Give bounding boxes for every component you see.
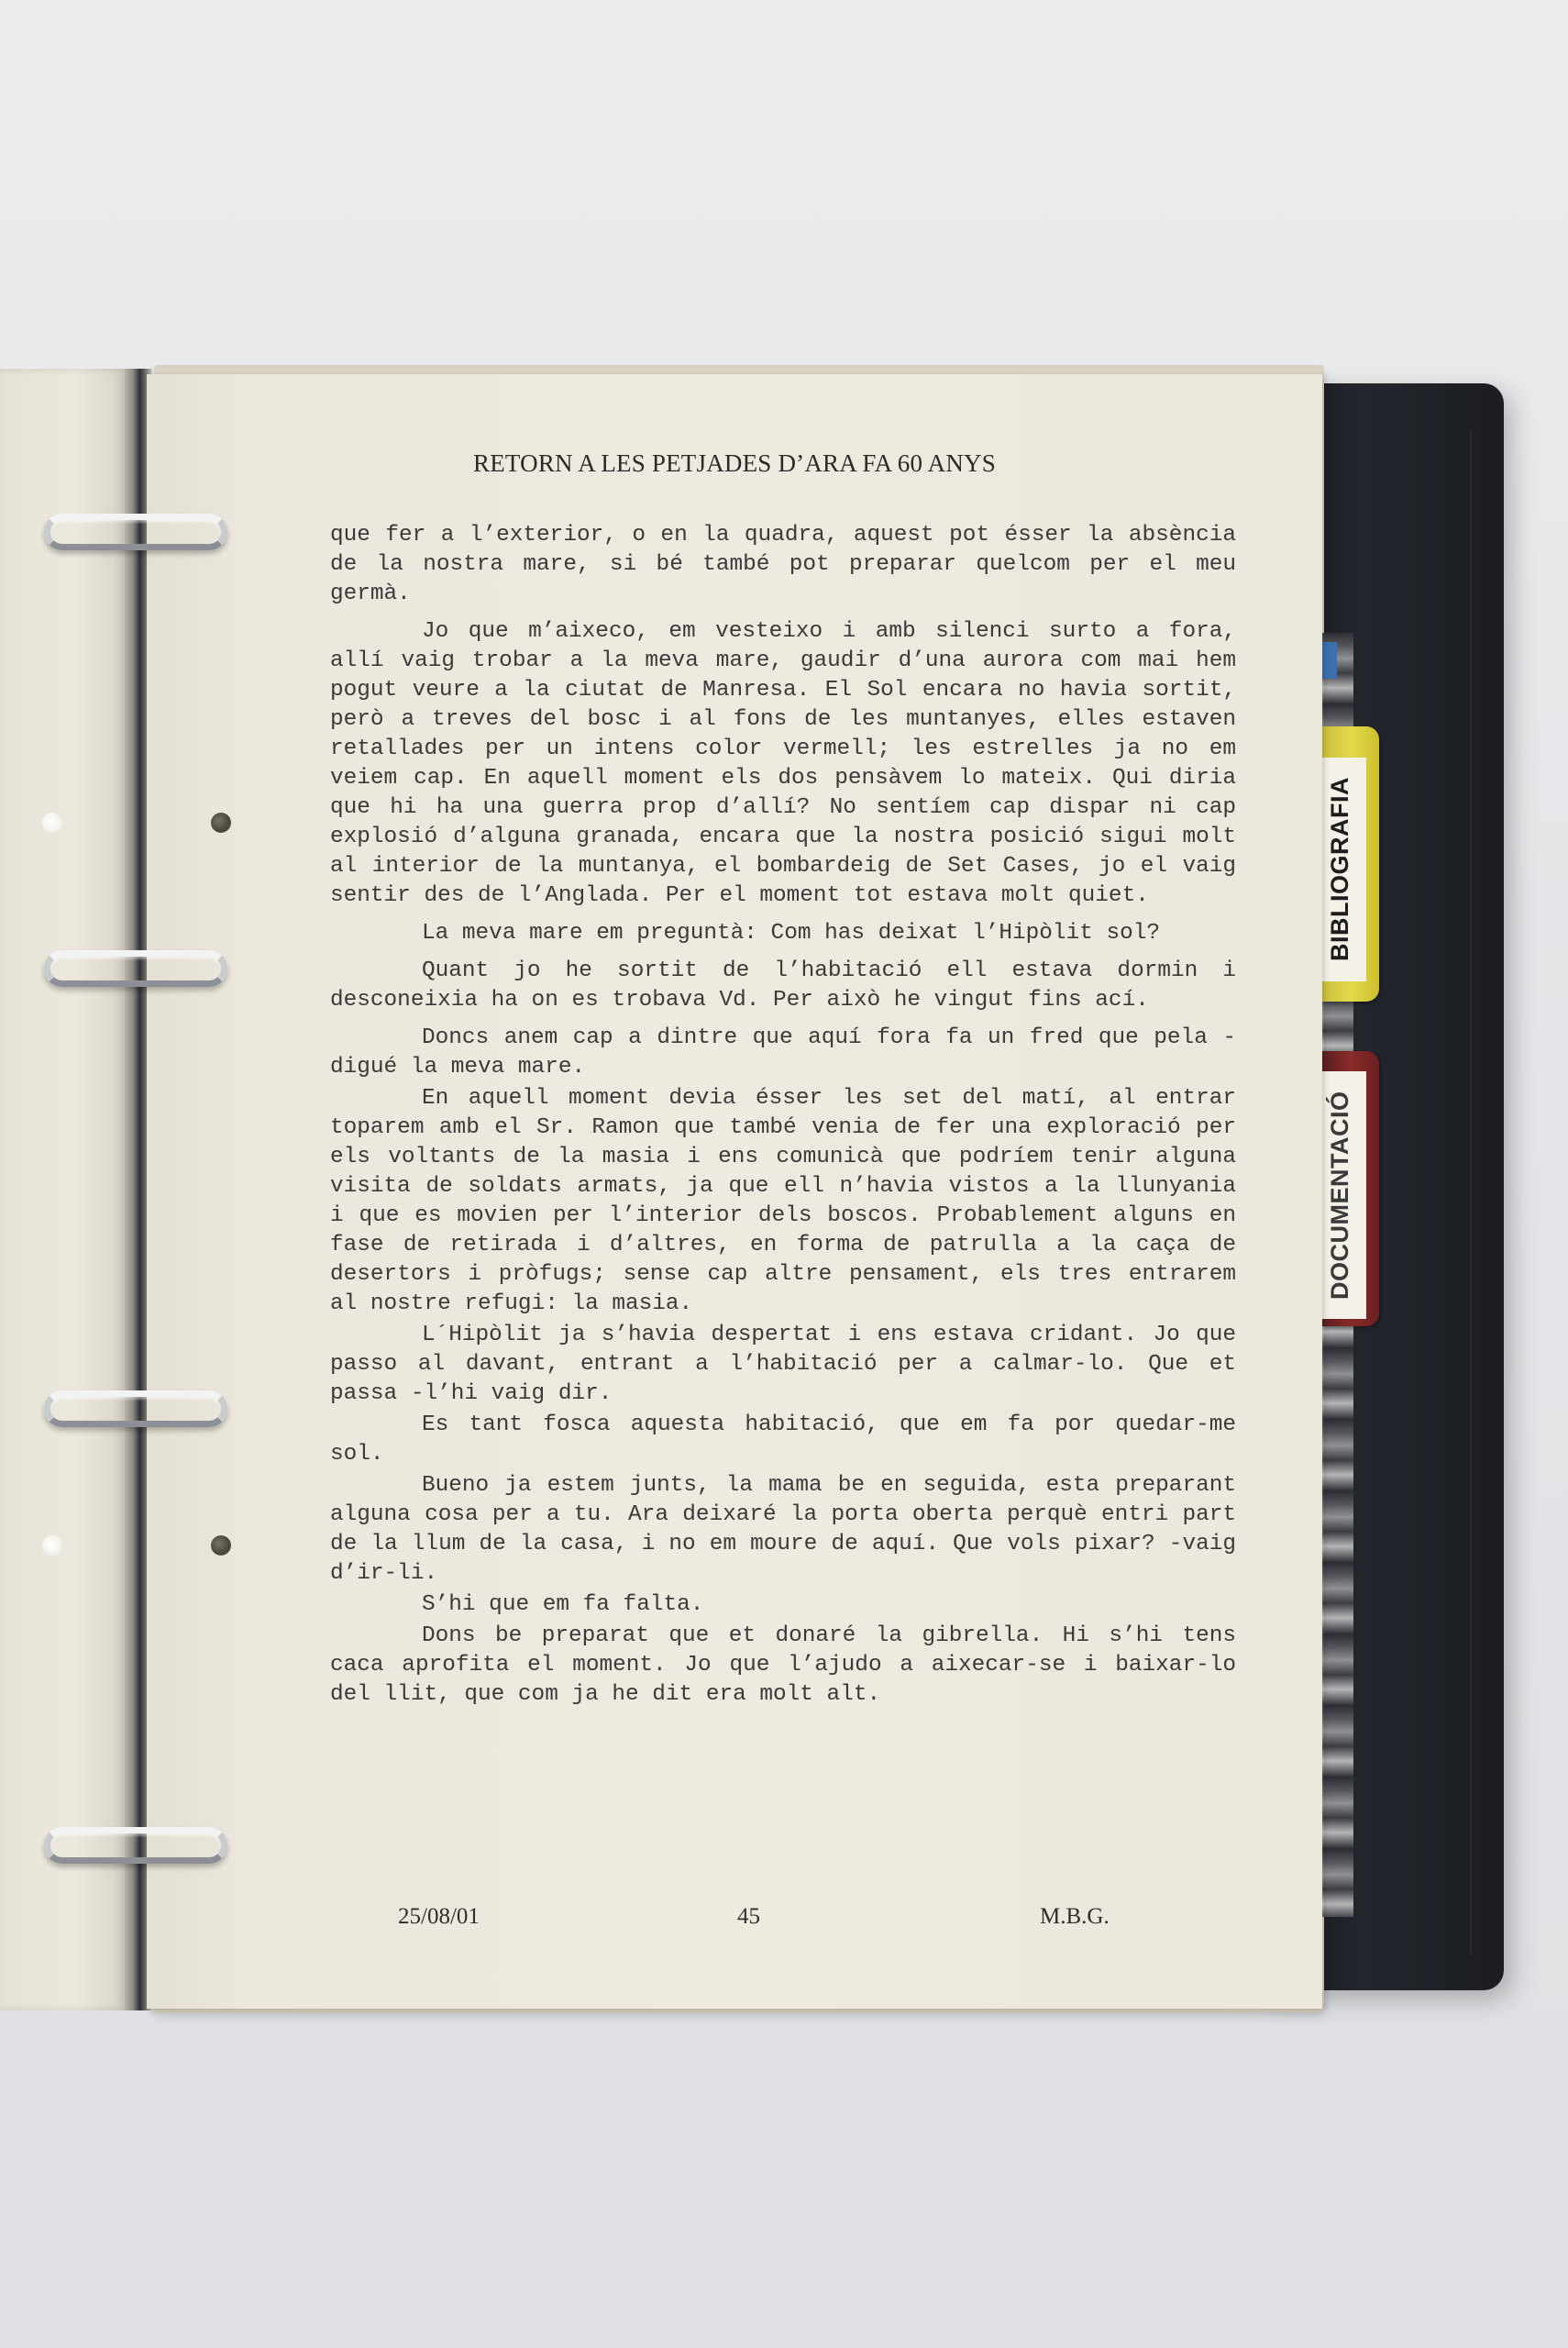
paragraph: Quant jo he sortit de l’habitació ell estava dormin i desconeixia ha on es trobava Vd. Per això he vingut fins ací. bbox=[330, 958, 1236, 1013]
footer-date: 25/08/01 bbox=[398, 1904, 480, 1929]
paragraph: que fer a l’exterior, o en la quadra, aquest pot ésser la absència de la nostra mare, si bé també pot preparar quelcom per el meu germà. bbox=[330, 523, 1236, 606]
binder-ring bbox=[44, 514, 227, 550]
paragraph: En aquell moment devia ésser les set del matí, al entrar toparem amb el Sr. Ramon que també venia de fer una exploració per els voltants de la masia i ens comunicà que podríem tenir alguna visita de soldats armats, ja que ell n’havia vistos a la llunyania i que es movien per l’interior dels boscos. Probablement alguns en fase de retirada i d’altres, en forma de patrulla a la caça de desertors i pròfugs; sense cap altre pensament, els tres entrarem al nostre refugi: la masia. bbox=[330, 1086, 1236, 1316]
punch-hole bbox=[42, 1535, 62, 1556]
punch-hole bbox=[211, 1535, 231, 1556]
paragraph: Es tant fosca aquesta habitació, que em fa por quedar-me sol. bbox=[330, 1412, 1236, 1467]
binder-ring bbox=[44, 1827, 227, 1864]
tab-documentacio-label: DOCUMENTACIÓ bbox=[1322, 1071, 1366, 1319]
paragraph: Doncs anem cap a dintre que aquí fora fa un fred que pela -digué la meva mare. bbox=[330, 1025, 1236, 1080]
binder-ring bbox=[44, 1390, 227, 1427]
body-text bbox=[330, 521, 1236, 1718]
page-header: RETORN A LES PETJADES D’ARA FA 60 ANYS bbox=[473, 449, 996, 477]
tab-bibliografia-label: BIBLIOGRAFIA bbox=[1322, 758, 1366, 981]
paragraph: Jo que m’aixeco, em vesteixo i amb silenci surto a fora, allí vaig trobar a la meva mare, gaudir d’una aurora com mai hem pogut veure a la ciutat de Manresa. El Sol encara no havia sortit, però a treves del bosc i al fons de les muntanyes, elles estaven retallades per un intens color vermell; les estrelles ja no em veiem cap. En aquell moment els dos pensàvem lo mateix. Qui diria que hi ha una guerra prop d’allí? No sentíem cap dispar ni cap explosió d’alguna granada, encara que la nostra posició sigui molt al interior de la muntanya, el bombardeig de Set Cases, jo el vaig sentir des de l’Anglada. Per el moment tot estava molt quiet. bbox=[330, 619, 1236, 908]
left-page bbox=[0, 369, 127, 2010]
paragraph: S’hi que em fa falta. bbox=[422, 1592, 704, 1617]
paragraph: L´Hipòlit ja s’havia despertat i ens estava cridant. Jo que passo al davant, entrant a l’habitació per a calmar-lo. Que et passa -l’hi vaig dir. bbox=[330, 1323, 1236, 1406]
paragraph: Bueno ja estem junts, la mama be en seguida, esta preparant alguna cosa per a tu. Ara deixaré la porta oberta perquè entri part de la llum de la casa, i no em moure de aquí. Que vols pixar? -vaig d’ir-li. bbox=[330, 1473, 1236, 1586]
page-number: 45 bbox=[737, 1904, 760, 1929]
punch-hole bbox=[211, 813, 231, 833]
footer-author: M.B.G. bbox=[1040, 1904, 1110, 1929]
paragraph: Dons be preparat que et donaré la gibrella. Hi s’hi tens caca aprofita el moment. Jo que l’ajudo a aixecar-se i baixar-lo del llit, que com ja he dit era molt alt. bbox=[330, 1623, 1236, 1707]
binder-ring bbox=[44, 950, 227, 987]
paragraph: La meva mare em preguntà: Com has deixat l’Hipòlit sol? bbox=[422, 921, 1161, 946]
document-page bbox=[147, 374, 1322, 2009]
punch-hole bbox=[42, 813, 62, 833]
